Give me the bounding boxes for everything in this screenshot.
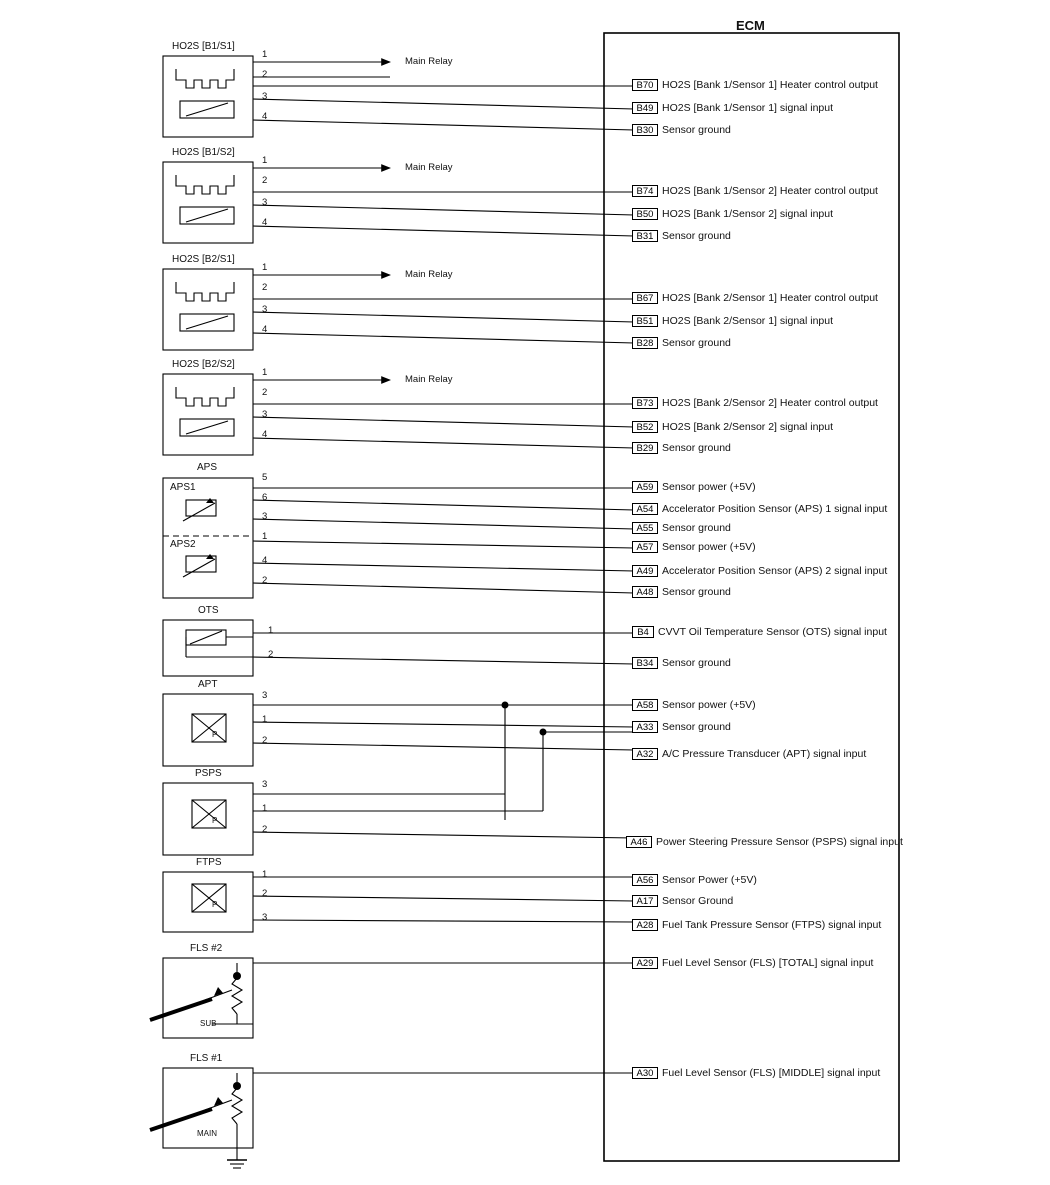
main-relay-label-1: Main Relay <box>405 56 453 67</box>
component-label-psps: PSPS <box>195 768 222 779</box>
ftps-p-mark: P <box>212 900 218 909</box>
ecm-pin-desc: Sensor ground <box>662 522 731 534</box>
ecm-pin-desc: Sensor ground <box>662 337 731 349</box>
ecm-pin-box: B51 <box>632 315 658 327</box>
pin-number: 4 <box>262 217 268 228</box>
apt-p-mark: P <box>212 730 218 739</box>
ecm-pin-box: B52 <box>632 421 658 433</box>
ecm-pin-desc: Sensor ground <box>662 721 731 733</box>
pin-number: 4 <box>262 555 268 566</box>
pin-number: 3 <box>262 912 268 923</box>
pin-number: 1 <box>262 803 268 814</box>
pin-number: 2 <box>262 282 268 293</box>
ecm-pin-desc: HO2S [Bank 2/Sensor 1] signal input <box>662 315 834 327</box>
ecm-pin-box: A29 <box>632 957 658 969</box>
ecm-pin-box: B29 <box>632 442 658 454</box>
ecm-pin-desc: Sensor ground <box>662 124 731 136</box>
pin-number: 2 <box>262 575 268 586</box>
pin-number: 1 <box>262 714 268 725</box>
ecm-pin-desc: Accelerator Position Sensor (APS) 2 signal input <box>662 565 888 577</box>
ecm-pin-box: A33 <box>632 721 658 733</box>
component-label-aps2: APS2 <box>170 539 196 550</box>
pin-number: 3 <box>262 409 268 420</box>
component-label-ftps: FTPS <box>196 857 222 868</box>
ecm-pin-desc: Fuel Level Sensor (FLS) [MIDDLE] signal input <box>662 1067 881 1079</box>
ecm-pin-box: B74 <box>632 185 658 197</box>
ecm-pin-box: B30 <box>632 124 658 136</box>
ecm-pin-desc: Sensor ground <box>662 442 731 454</box>
pin-number: 3 <box>262 197 268 208</box>
pin-number: 4 <box>262 111 268 122</box>
ecm-pin-desc: Fuel Tank Pressure Sensor (FTPS) signal input <box>662 919 882 931</box>
ecm-pin-box: A55 <box>632 522 658 534</box>
component-label-ho2s-b2s1: HO2S [B2/S1] <box>172 254 235 265</box>
component-label-aps1: APS1 <box>170 482 196 493</box>
pin-number: 1 <box>262 49 268 60</box>
pin-number: 3 <box>262 91 268 102</box>
pin-number: 1 <box>262 367 268 378</box>
ecm-pin-desc: Sensor ground <box>662 230 731 242</box>
ecm-pin-box: A49 <box>632 565 658 577</box>
main-relay-label-2: Main Relay <box>405 162 453 173</box>
pin-number: 2 <box>262 387 268 398</box>
pin-number: 3 <box>262 690 268 701</box>
pin-number: 2 <box>262 824 268 835</box>
ecm-pin-box: A59 <box>632 481 658 493</box>
ecm-pin-box: A30 <box>632 1067 658 1079</box>
ecm-pin-desc: HO2S [Bank 2/Sensor 2] signal input <box>662 421 834 433</box>
ecm-pin-box: A17 <box>632 895 658 907</box>
ecm-pin-box: B4 <box>632 626 654 638</box>
ecm-pin-desc: HO2S [Bank 1/Sensor 1] Heater control output <box>662 79 878 91</box>
ecm-pin-desc: Sensor power (+5V) <box>662 699 756 711</box>
fls1-inner-label: MAIN <box>197 1129 217 1138</box>
pin-number: 4 <box>262 324 268 335</box>
pin-number: 1 <box>268 625 274 636</box>
pin-number: 1 <box>262 262 268 273</box>
component-label-ho2s-b1s2: HO2S [B1/S2] <box>172 147 235 158</box>
pin-number: 2 <box>268 649 274 660</box>
pin-number: 3 <box>262 511 268 522</box>
ecm-pin-box: B31 <box>632 230 658 242</box>
ecm-pin-box: A48 <box>632 586 658 598</box>
ecm-pin-desc: HO2S [Bank 1/Sensor 2] Heater control output <box>662 185 878 197</box>
component-label-apt: APT <box>198 679 218 690</box>
ecm-pin-box: B34 <box>632 657 658 669</box>
ecm-pin-desc: Power Steering Pressure Sensor (PSPS) signal input <box>656 836 903 848</box>
pin-number: 1 <box>262 155 268 166</box>
component-label-fls2: FLS #2 <box>190 943 223 954</box>
ecm-pin-desc: HO2S [Bank 2/Sensor 2] Heater control output <box>662 397 878 409</box>
ecm-pin-desc: Sensor Ground <box>662 895 734 907</box>
pin-number: 3 <box>262 779 268 790</box>
ecm-pin-desc: Sensor ground <box>662 657 731 669</box>
ecm-pin-desc: CVVT Oil Temperature Sensor (OTS) signal input <box>658 626 887 638</box>
pin-number: 2 <box>262 735 268 746</box>
pin-number: 4 <box>262 429 268 440</box>
ecm-pin-box: B50 <box>632 208 658 220</box>
ecm-pin-box: B73 <box>632 397 658 409</box>
ecm-pin-box: B28 <box>632 337 658 349</box>
fls2-inner-label: SUB <box>200 1019 217 1028</box>
ecm-pin-box: A58 <box>632 699 658 711</box>
ecm-pin-desc: Fuel Level Sensor (FLS) [TOTAL] signal input <box>662 957 874 969</box>
pin-number: 5 <box>262 472 268 483</box>
pin-number: 2 <box>262 69 268 80</box>
ecm-pin-desc: Sensor Power (+5V) <box>662 874 757 886</box>
component-label-fls1: FLS #1 <box>190 1053 223 1064</box>
ecm-pin-desc: Sensor power (+5V) <box>662 541 756 553</box>
ecm-pin-desc: Accelerator Position Sensor (APS) 1 signal input <box>662 503 888 515</box>
pin-number: 3 <box>262 304 268 315</box>
ecm-pin-desc: HO2S [Bank 1/Sensor 1] signal input <box>662 102 834 114</box>
ecm-title: ECM <box>736 18 765 33</box>
ecm-pin-desc: HO2S [Bank 2/Sensor 1] Heater control output <box>662 292 878 304</box>
pin-number: 1 <box>262 869 268 880</box>
ecm-pin-box: A57 <box>632 541 658 553</box>
main-relay-label-3: Main Relay <box>405 269 453 280</box>
pin-number: 6 <box>262 492 268 503</box>
ecm-pin-box: B67 <box>632 292 658 304</box>
component-label-ho2s-b1s1: HO2S [B1/S1] <box>172 41 235 52</box>
component-label-ots: OTS <box>198 605 219 616</box>
ecm-pin-box: A54 <box>632 503 658 515</box>
ecm-pin-box: B49 <box>632 102 658 114</box>
pin-number: 1 <box>262 531 268 542</box>
pin-number: 2 <box>262 175 268 186</box>
component-label-ho2s-b2s2: HO2S [B2/S2] <box>172 359 235 370</box>
ecm-pin-box: A28 <box>632 919 658 931</box>
psps-p-mark: P <box>212 816 218 825</box>
ecm-pin-box: A32 <box>632 748 658 760</box>
ecm-pin-desc: Sensor power (+5V) <box>662 481 756 493</box>
ecm-pin-box: A46 <box>626 836 652 848</box>
ecm-pin-desc: Sensor ground <box>662 586 731 598</box>
ecm-pin-box: A56 <box>632 874 658 886</box>
main-relay-label-4: Main Relay <box>405 374 453 385</box>
ecm-pin-desc: HO2S [Bank 1/Sensor 2] signal input <box>662 208 834 220</box>
ecm-pin-box: B70 <box>632 79 658 91</box>
pin-number: 2 <box>262 888 268 899</box>
ecm-pin-desc: A/C Pressure Transducer (APT) signal input <box>662 748 867 760</box>
component-label-aps: APS <box>197 462 218 473</box>
